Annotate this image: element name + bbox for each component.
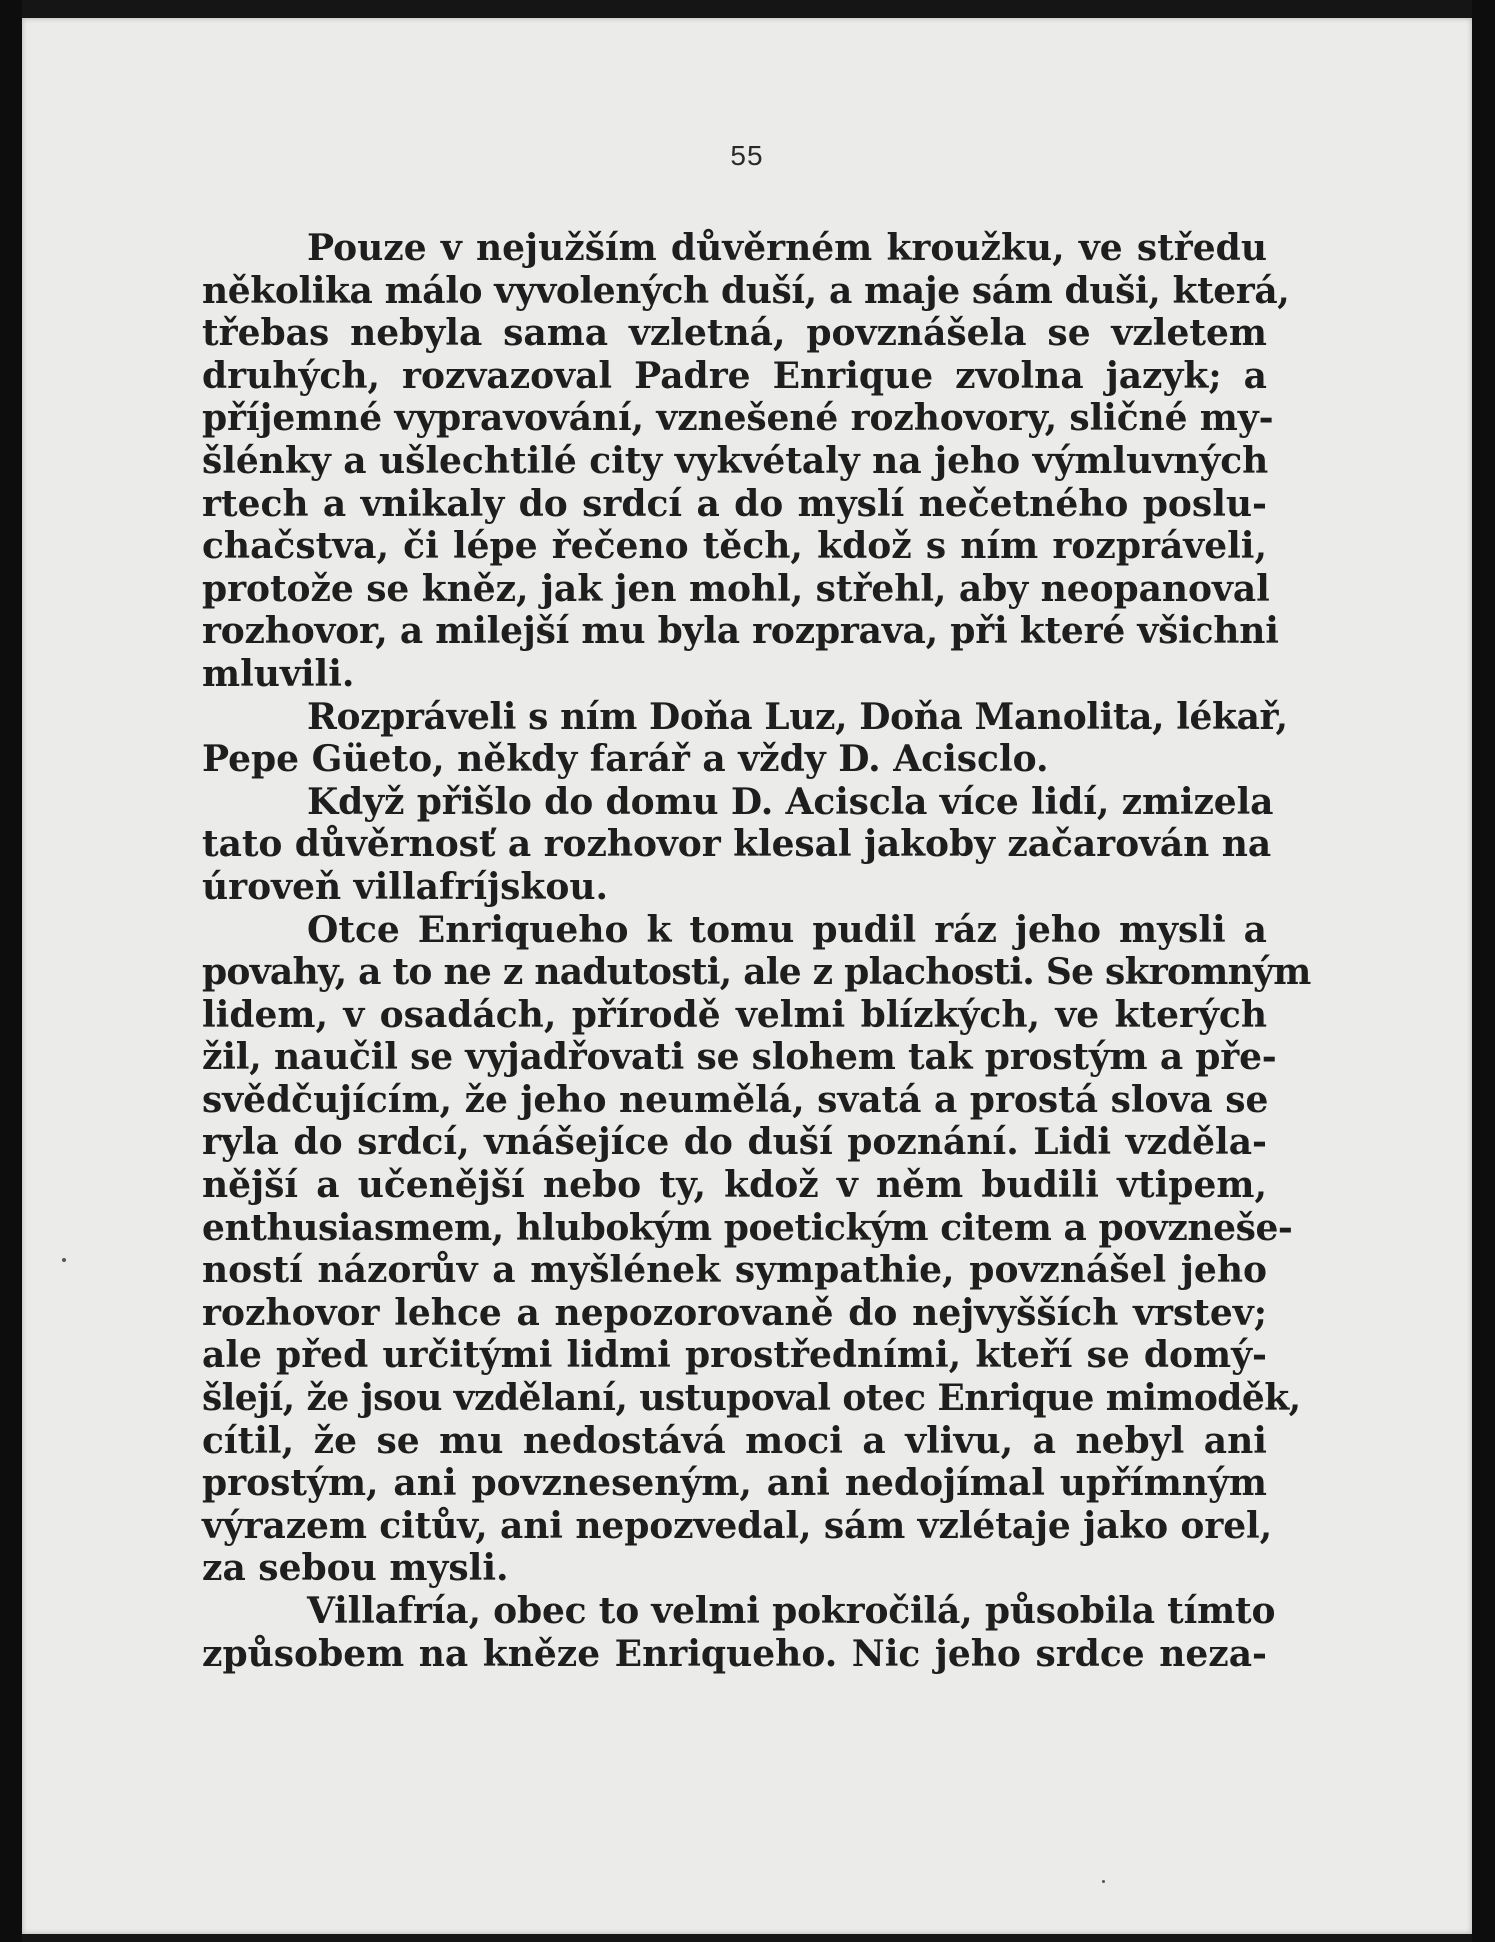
text-line: nější a učenější nebo ty, kdož v něm budili vtipem, bbox=[202, 1164, 1267, 1207]
text-line: ale před určitými lidmi prostředními, kteří se domý- bbox=[202, 1334, 1267, 1377]
text-line: šlejí, že jsou vzdělaní, ustupoval otec Enrique mimoděk, bbox=[202, 1377, 1301, 1420]
page-number: 55 bbox=[730, 140, 764, 171]
text-line: úroveň villafríjskou. bbox=[202, 865, 609, 908]
text-line: žil, naučil se vyjadřovati se slohem tak prostým a pře- bbox=[202, 1036, 1277, 1079]
text-line: povahy, a to ne z nadutosti, ale z plachosti. Se skromným bbox=[202, 951, 1311, 994]
text-line: Villafría, obec to velmi pokročilá, působila tímto bbox=[307, 1590, 1276, 1632]
text-line: Rozpráveli s ním Doňa Luz, Doňa Manolita, lékař, bbox=[307, 695, 1288, 738]
text-line: příjemné vypravování, vznešené rozhovory, sličné my- bbox=[202, 397, 1274, 440]
scan-speck bbox=[1102, 1880, 1105, 1883]
text-line: několika málo vyvolených duší, a maje sám duši, která, bbox=[202, 269, 1290, 312]
text-line: třebas nebyla sama vzletná, povznášela se vzletem bbox=[202, 312, 1267, 355]
book-page bbox=[22, 18, 1472, 1934]
scan-border-left bbox=[0, 0, 22, 1942]
text-line: Otce Enriqueho k tomu pudil ráz jeho mysli a bbox=[307, 908, 1267, 951]
text-line: Pouze v nejužším důvěrném kroužku, ve středu bbox=[307, 227, 1267, 269]
text-line: svědčujícím, že jeho neumělá, svatá a prostá slova se bbox=[202, 1078, 1269, 1121]
text-line: ryla do srdcí, vnášejíce do duší poznání. Lidi vzděla- bbox=[202, 1121, 1267, 1164]
text-line: rozhovor lehce a nepozorovaně do nejvyšších vrstev; bbox=[202, 1291, 1267, 1334]
text-line: cítil, že se mu nedostává moci a vlivu, a nebyl ani bbox=[202, 1419, 1267, 1462]
text-line: protože se kněz, jak jen mohl, střehl, aby neopanoval bbox=[202, 567, 1270, 610]
text-line: prostým, ani povzneseným, ani nedojímal upřímným bbox=[202, 1462, 1267, 1505]
text-line: šlénky a ušlechtilé city vykvétaly na jeho výmluvných bbox=[202, 439, 1269, 482]
text-line: lidem, v osadách, přírodě velmi blízkých, ve kterých bbox=[202, 993, 1267, 1036]
text-line: druhých, rozvazoval Padre Enrique zvolna jazyk; a bbox=[202, 354, 1267, 397]
scan-border-right bbox=[1472, 0, 1495, 1942]
text-line: enthusiasmem, hlubokým poetickým citem a povzneše- bbox=[202, 1206, 1293, 1249]
text-line: za sebou mysli. bbox=[202, 1547, 509, 1590]
text-line: způsobem na kněze Enriqueho. Nic jeho srdce neza- bbox=[202, 1632, 1267, 1675]
text-line: tato důvěrnosť a rozhovor klesal jakoby začarován na bbox=[202, 823, 1272, 866]
text-line: ností názorův a myšlének sympathie, povznášel jeho bbox=[202, 1249, 1267, 1292]
scan-speck bbox=[62, 1258, 66, 1262]
text-line: rozhovor, a milejší mu byla rozprava, při které všichni bbox=[202, 610, 1279, 653]
text-line: Pepe Güeto, někdy farář a vždy D. Acisclo. bbox=[202, 738, 1049, 781]
text-line: Když přišlo do domu D. Aciscla více lidí, zmizela bbox=[307, 780, 1274, 823]
body-text bbox=[202, 227, 1311, 1675]
text-line: rtech a vnikaly do srdcí a do myslí nečetného poslu- bbox=[202, 482, 1267, 525]
text-line: výrazem citův, ani nepozvedal, sám vzlétaje jako orel, bbox=[202, 1504, 1273, 1547]
text-line: chačstva, či lépe řečeno těch, kdož s ním rozpráveli, bbox=[202, 525, 1267, 568]
text-line: mluvili. bbox=[202, 652, 355, 695]
